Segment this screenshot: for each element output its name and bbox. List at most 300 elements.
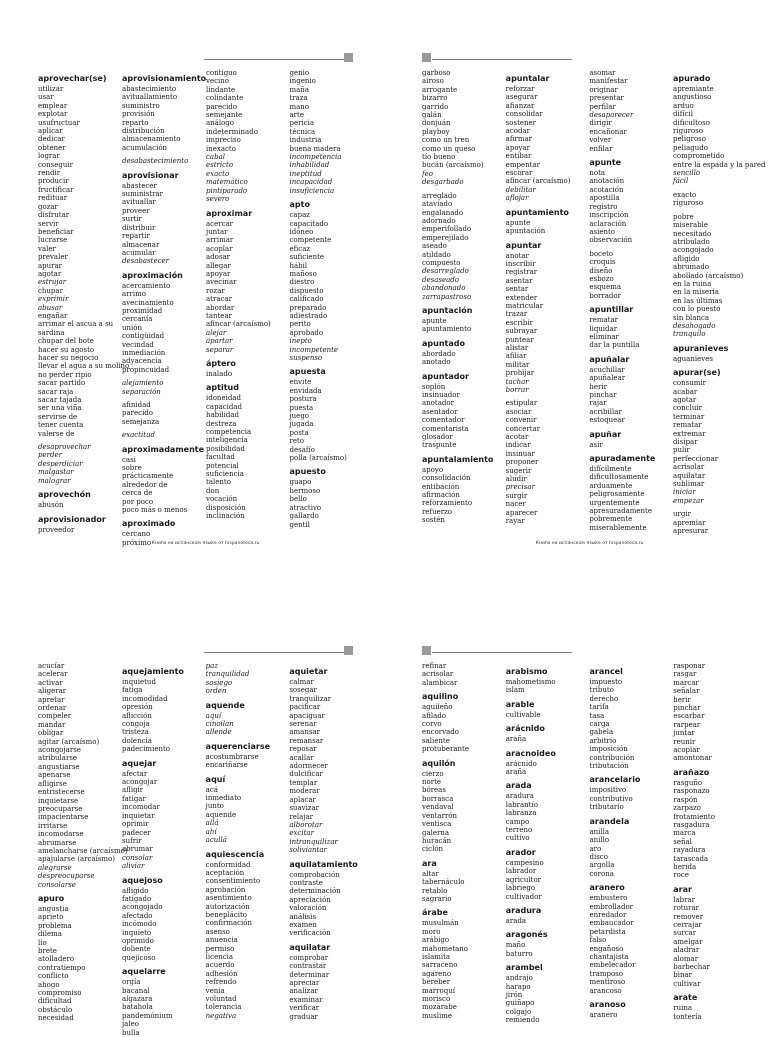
synonym: licencia	[205, 952, 234, 961]
synonym: afectar	[122, 769, 148, 778]
synonym: tasa	[589, 711, 605, 720]
synonym: activar	[38, 678, 63, 687]
antonym: fácil	[673, 177, 689, 186]
synonym: campesino	[505, 858, 544, 867]
synonym: insinuar	[505, 449, 535, 458]
synonym: inalado	[206, 370, 233, 378]
synonym: muslime	[422, 1011, 452, 1020]
synonym: moro	[422, 927, 441, 936]
synonym: idóneo	[289, 227, 314, 236]
antonym: desaprovechar	[38, 443, 91, 452]
synonym: calmar	[289, 678, 314, 686]
synonym: refuerzo	[422, 507, 452, 516]
column-3	[206, 69, 288, 547]
headword: aprovisionar	[122, 170, 179, 180]
synonym: doliente	[122, 945, 151, 954]
synonym: autorización	[205, 902, 250, 911]
synonym: dispuesto	[289, 286, 324, 295]
synonym: adiestrado	[289, 311, 328, 320]
synonym: mentiroso	[589, 978, 626, 987]
synonym: reposar	[289, 745, 317, 754]
antonym: malograr	[38, 476, 71, 485]
synonym: barbechar	[673, 963, 710, 971]
synonym: guiñapo	[505, 999, 535, 1008]
headword: arañazo	[673, 767, 710, 777]
antonym: alborotar	[289, 820, 323, 829]
synonym: afectado	[122, 911, 153, 920]
synonym: ingenio	[289, 77, 316, 86]
synonym: acrisolar	[673, 463, 705, 472]
synonym: apremiante	[673, 85, 714, 93]
synonym: potencial	[206, 461, 239, 470]
synonym: disfrutar	[38, 211, 70, 220]
synonym: avituallar	[122, 198, 156, 207]
headword: apuntillar	[589, 305, 634, 315]
synonym: inscribir	[505, 259, 536, 268]
synonym: chantajista	[589, 952, 629, 961]
synonym: lucrarse	[38, 236, 68, 245]
synonym: acucíar	[38, 662, 65, 670]
synonym: embelecador	[589, 961, 636, 970]
synonym: postura	[289, 395, 317, 404]
headword: apuradamente	[589, 454, 656, 464]
synonym: apuntamiento	[422, 325, 472, 334]
headword: aquejoso	[122, 875, 163, 885]
synonym: conflicto	[38, 972, 69, 981]
synonym: arbitrio	[589, 736, 617, 745]
synonym: dolencia	[122, 736, 152, 745]
synonym: explotar	[38, 110, 68, 119]
synonym: suavizar	[289, 804, 320, 813]
synonym: determinar	[289, 970, 330, 979]
synonym: surcar	[673, 929, 697, 938]
antonym: malgastar	[38, 468, 74, 477]
synonym: registro	[589, 202, 618, 211]
synonym: eliminar	[589, 332, 619, 341]
antonym: soliviantar	[289, 846, 327, 855]
synonym: valer	[38, 244, 56, 253]
synonym: contraste	[289, 878, 323, 887]
antonym: tachar	[505, 377, 529, 386]
synonym: aprobado	[289, 328, 324, 337]
synonym: engañar	[38, 311, 68, 320]
synonym: difícil	[673, 110, 693, 119]
synonym: aro	[589, 844, 602, 853]
synonym: vendaval	[422, 803, 454, 812]
synonym: afianzar	[505, 101, 535, 110]
synonym: tarascada	[673, 854, 709, 863]
antonym: tranquilo	[673, 330, 706, 339]
synonym: sublimar	[673, 480, 705, 489]
antonym: incapacidad	[289, 178, 333, 187]
synonym: acelerar	[38, 670, 68, 679]
header-rule	[432, 652, 572, 653]
synonym: proveedor	[38, 525, 75, 534]
antonym: separar	[206, 345, 234, 354]
synonym: afligido	[673, 254, 700, 263]
antonym: suspenso	[289, 354, 323, 362]
synonym: irritarse	[38, 821, 68, 830]
synonym: inmediación	[122, 348, 166, 357]
synonym: acotar	[505, 433, 529, 442]
synonym: terminar	[673, 412, 705, 421]
synonym: proveer	[122, 206, 150, 215]
synonym: rayadura	[673, 846, 706, 855]
synonym: manifestar	[589, 77, 628, 86]
antonym: perder	[38, 451, 62, 460]
synonym: arrimar el ascua a su	[38, 320, 114, 329]
synonym: refinar	[422, 662, 447, 670]
synonym: comentarista	[422, 424, 469, 433]
synonym: diseño	[589, 266, 613, 275]
synonym: bello	[289, 495, 307, 504]
synonym: inteligencia	[206, 436, 248, 445]
antonym: matemático	[206, 178, 248, 187]
synonym: brete	[38, 947, 57, 955]
synonym: producir	[38, 177, 69, 186]
synonym: servir	[38, 219, 59, 228]
synonym: miserable	[673, 221, 709, 230]
synonym: oprimir	[122, 820, 149, 829]
synonym: rasponazo	[673, 787, 710, 796]
headword: apuntar	[505, 240, 542, 250]
synonym: harapo	[505, 982, 531, 991]
headword: arambel	[505, 963, 543, 973]
headword: aquejamiento	[122, 667, 184, 676]
synonym: fatigado	[122, 894, 152, 903]
synonym: escarbar	[673, 712, 705, 721]
synonym: acuerdo	[205, 961, 235, 970]
synonym: bacanal	[122, 986, 150, 995]
synonym: inmediato	[205, 794, 242, 803]
synonym: distribuir	[122, 223, 156, 232]
synonym: observación	[589, 236, 633, 245]
synonym: rasgar	[673, 670, 697, 679]
synonym: embaucador	[589, 919, 634, 928]
synonym: amansar	[289, 728, 320, 737]
synonym: consentimiento	[205, 877, 261, 886]
antonym: allende	[205, 728, 232, 737]
synonym: llevar el agua a su molino	[38, 362, 130, 371]
synonym: cerrajar	[673, 920, 702, 929]
synonym: rematar	[589, 316, 618, 325]
synonym: riguroso	[673, 127, 703, 136]
synonym: redituar	[38, 194, 68, 203]
antonym: exacto	[206, 169, 230, 178]
synonym: beneficiar	[38, 227, 74, 236]
synonym: angustia	[38, 904, 69, 913]
synonym: abrumarse	[38, 838, 77, 847]
synonym: arancoso	[589, 986, 622, 995]
column-1	[422, 69, 504, 536]
headword: aracnoideo	[505, 748, 556, 758]
synonym: abordado	[422, 349, 456, 358]
headword: aquende	[205, 700, 245, 710]
synonym: conseguir	[38, 160, 73, 169]
synonym: posta	[289, 428, 309, 437]
antonym: intranquilizar	[289, 837, 338, 846]
synonym: obligar	[38, 729, 64, 738]
synonym: inquietud	[122, 678, 156, 686]
synonym: entristecerse	[38, 788, 85, 797]
headword: apuntado	[422, 338, 465, 348]
synonym: angustioso	[673, 93, 712, 102]
synonym: apresuradamente	[589, 507, 653, 516]
synonym: mahometano	[422, 944, 469, 953]
column-2	[506, 662, 588, 1025]
headword: aranoso	[589, 1000, 626, 1009]
headword: aradura	[505, 905, 542, 915]
synonym: apoyo	[422, 465, 444, 474]
synonym: afirmar	[505, 135, 533, 144]
antonym: estrujar	[38, 278, 67, 287]
synonym: sacar partido	[38, 379, 86, 388]
synonym: pinchar	[673, 704, 701, 713]
synonym: enredador	[589, 910, 627, 919]
synonym: prevaler	[38, 253, 68, 262]
synonym: analizar	[289, 987, 318, 996]
headword: apuranieves	[673, 343, 729, 353]
synonym: afincar (arcaísmo)	[206, 320, 271, 329]
synonym: saliente	[422, 736, 450, 745]
synonym: hacer su negocio	[38, 354, 99, 362]
synonym: pacificar	[289, 703, 321, 712]
antonym: empezar	[673, 496, 704, 505]
antonym: desgarbado	[422, 178, 464, 187]
header-rule	[204, 59, 344, 60]
synonym: apremiar	[673, 518, 706, 527]
synonym: contributivo	[589, 794, 633, 803]
antonym: exprimir	[38, 295, 69, 304]
synonym: destreza	[206, 419, 237, 428]
synonym: aflicción	[122, 711, 152, 720]
synonym: arrimar	[206, 236, 234, 245]
headword: aquiescencia	[205, 849, 265, 859]
synonym: amontonar	[673, 754, 712, 763]
synonym: protuberante	[422, 745, 469, 754]
headword: áptero	[206, 359, 236, 368]
synonym: asentar	[505, 276, 533, 285]
synonym: pericia	[289, 119, 315, 128]
synonym: avecinar	[206, 278, 237, 287]
synonym: insinuador	[422, 391, 460, 399]
synonym: bucán (arcaísmo)	[422, 161, 484, 170]
synonym: determinación	[289, 887, 341, 896]
antonym: desaseado	[422, 275, 459, 284]
synonym: apuntación	[505, 227, 546, 236]
headword: arable	[505, 699, 535, 709]
synonym: garboso	[422, 69, 451, 77]
synonym: tío bueno	[422, 153, 456, 162]
synonym: lindante	[206, 85, 236, 94]
corner-mark-icon	[422, 53, 431, 62]
synonym: propincuidad	[122, 365, 170, 374]
synonym: miserablemente	[589, 523, 647, 532]
synonym: almacenar	[122, 240, 160, 249]
headword: aprovisionamiento	[122, 74, 207, 83]
antonym: severo	[206, 195, 230, 204]
synonym: serenar	[289, 720, 317, 729]
synonym: rajar	[589, 399, 607, 408]
synonym: inclinación	[206, 512, 245, 521]
synonym: cerca de	[122, 489, 153, 498]
synonym: atribularse	[38, 754, 78, 763]
synonym: análogo	[206, 119, 235, 128]
synonym: moderar	[289, 787, 320, 796]
synonym: pinchar	[589, 391, 617, 399]
synonym: utilizar	[38, 85, 64, 93]
synonym: traspunte	[422, 441, 457, 450]
synonym: abollado (arcaísmo)	[673, 271, 744, 280]
synonym: aladrar	[673, 946, 700, 955]
headword: aprovisionador	[38, 514, 106, 524]
synonym: aludir	[505, 475, 527, 484]
synonym: sacar raja	[38, 387, 74, 396]
synonym: adyacencia	[122, 357, 162, 366]
synonym: musulmán	[422, 919, 459, 928]
synonym: permiso	[205, 944, 235, 953]
synonym: engalanado	[422, 208, 464, 217]
synonym: fatigar	[122, 794, 146, 803]
synonym: cierzo	[422, 769, 444, 778]
synonym: aceptación	[205, 868, 245, 877]
synonym: concertar	[505, 424, 541, 433]
synonym: vocación	[206, 495, 238, 504]
synonym: emperejilado	[422, 233, 469, 242]
synonym: remover	[673, 912, 704, 921]
synonym: arreglado	[422, 191, 457, 200]
synonym: comprometido	[673, 152, 725, 161]
column-1	[38, 662, 128, 1037]
synonym: templar	[289, 778, 318, 787]
synonym: agitar (arcaísmo)	[38, 737, 100, 746]
headword: apurado	[673, 74, 711, 83]
synonym: inquietarse	[38, 796, 79, 805]
synonym: parecido	[206, 102, 237, 111]
synonym: cultivar	[673, 979, 701, 988]
synonym: apreciar	[289, 979, 320, 987]
synonym: entibación	[422, 482, 460, 491]
synonym: binar	[673, 971, 692, 980]
synonym: capacidad	[206, 402, 243, 411]
synonym: herir	[589, 382, 607, 391]
synonym: herida	[673, 862, 697, 871]
synonym: altar	[422, 869, 439, 878]
synonym: incómodo	[122, 920, 157, 929]
synonym: obstáculo	[38, 1005, 73, 1014]
synonym: rasguño	[673, 778, 703, 787]
synonym: consolidación	[422, 474, 471, 483]
antonym: exactitud	[122, 431, 156, 440]
synonym: tener cuenta	[38, 421, 84, 430]
headword: aquerenciarse	[205, 741, 270, 751]
synonym: amelgar	[673, 937, 703, 946]
synonym: hábil	[289, 261, 308, 270]
synonym: boceto	[589, 249, 614, 258]
synonym: entibar	[505, 152, 532, 161]
antonym: insuficiencia	[289, 186, 335, 195]
synonym: proponer	[505, 458, 539, 467]
synonym: tolerancia	[205, 1003, 242, 1012]
antonym: desperdiciar	[38, 459, 83, 468]
antonym: estricto	[206, 161, 234, 170]
synonym: apuñalear	[589, 374, 626, 383]
antonym: cinoilan	[205, 720, 234, 729]
synonym: asiento	[589, 227, 616, 236]
antonym: desabastecimiento	[122, 157, 189, 166]
synonym: tramposo	[589, 969, 623, 978]
synonym: perfeccionar	[673, 454, 719, 463]
synonym: estipular	[505, 399, 538, 408]
synonym: acoplar	[206, 244, 233, 253]
antonym: borrar	[505, 386, 529, 394]
synonym: genio	[289, 69, 310, 77]
synonym: pulir	[673, 446, 690, 455]
synonym: indicar	[505, 441, 531, 450]
headword: arador	[505, 847, 536, 857]
synonym: acostumbrarse	[205, 752, 259, 761]
synonym: adormecer	[289, 762, 328, 771]
synonym: facultad	[206, 453, 235, 462]
header-rule	[204, 652, 344, 653]
antonym: sencillo	[673, 169, 701, 178]
synonym: anotación	[589, 177, 625, 186]
synonym: angustiarse	[38, 762, 80, 771]
synonym: afilado	[422, 711, 446, 720]
synonym: arduamente	[589, 481, 633, 490]
synonym: verificación	[289, 929, 331, 938]
synonym: agricultor	[505, 875, 542, 884]
page-header	[422, 645, 738, 659]
synonym: aranero	[589, 1011, 618, 1019]
synonym: pobremente	[589, 515, 633, 524]
synonym: borrador	[589, 291, 621, 300]
synonym: dificultosamente	[589, 473, 649, 482]
antonym: paz	[205, 662, 219, 670]
headword: aquilón	[422, 758, 456, 768]
synonym: esbozo	[589, 274, 614, 283]
synonym: contribución	[589, 753, 635, 762]
headword: apuesto	[289, 467, 326, 477]
synonym: tantear	[206, 311, 232, 320]
synonym: relajar	[289, 812, 313, 821]
synonym: borrasca	[422, 794, 454, 803]
headword: apuntalamiento	[422, 454, 494, 464]
synonym: comentador	[422, 416, 465, 425]
entry-columns	[422, 662, 757, 1025]
synonym: calificado	[289, 295, 324, 304]
synonym: islamita	[422, 952, 451, 961]
synonym: vecindad	[122, 340, 154, 349]
synonym: estoquear	[589, 416, 625, 425]
synonym: acumulación	[122, 143, 168, 152]
synonym: preocuparse	[38, 804, 83, 813]
antonym: alejamiento	[122, 379, 164, 388]
synonym: habilidad	[206, 411, 240, 420]
synonym: acopiar	[673, 746, 700, 755]
synonym: apunte	[422, 316, 447, 325]
synonym: comprobar	[289, 953, 329, 962]
antonym: iniciar	[673, 488, 696, 497]
antonym: separación	[122, 387, 161, 396]
synonym: matricular	[505, 301, 544, 310]
antonym: abusar	[38, 303, 63, 312]
synonym: poco más o menos	[122, 506, 188, 515]
synonym: concluir	[673, 404, 702, 413]
synonym: registrar	[505, 268, 538, 277]
antonym: desahogado	[673, 321, 716, 330]
page-footer: Книги на испанском языке от hispanoteca.ru	[535, 541, 644, 546]
